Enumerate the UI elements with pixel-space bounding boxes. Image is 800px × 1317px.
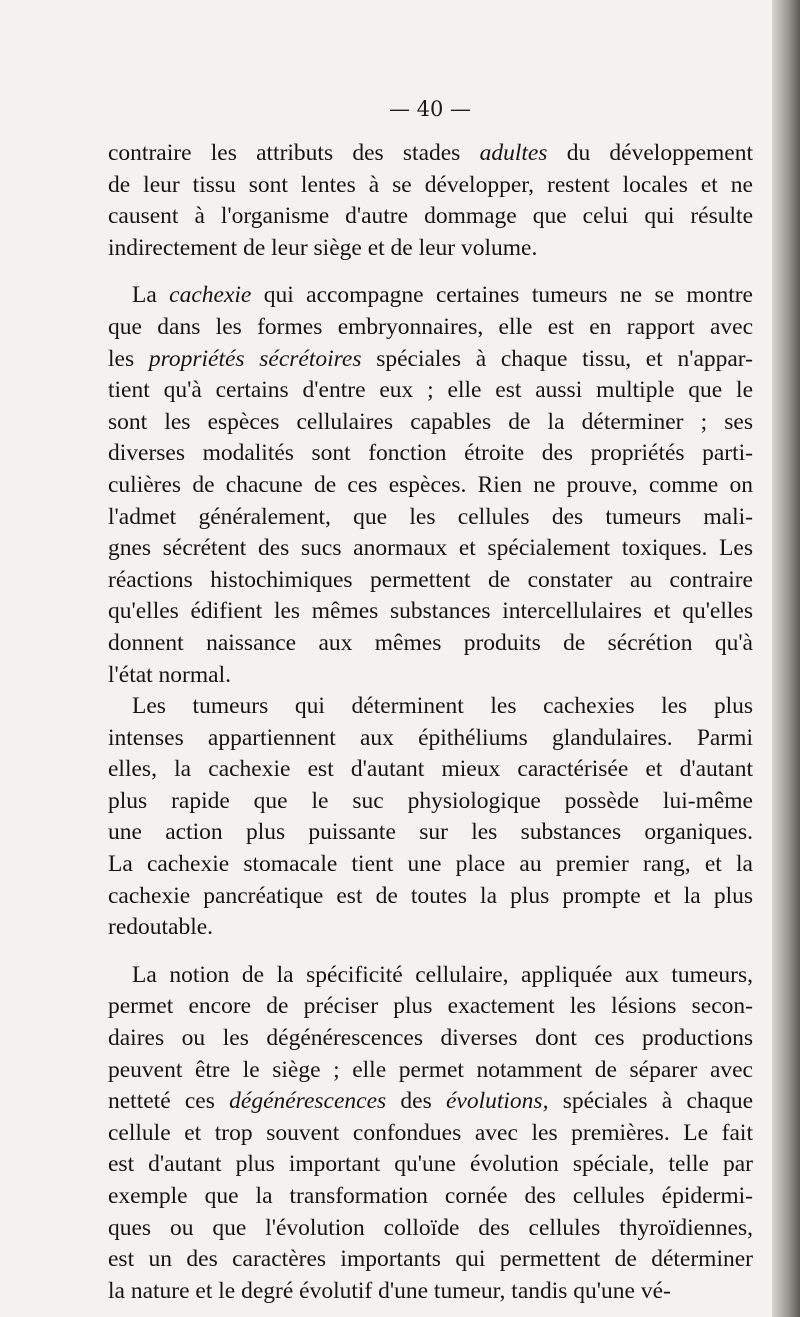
text-line [108,201,753,233]
text-line [108,991,753,1023]
paragraph [108,280,753,691]
text-line [108,628,753,660]
text-run: causent à l'organisme d'autre dommage que celui qui résulte [108,203,753,230]
text-run: permet encore de préciser plus exactement les lésions secon- [108,993,753,1020]
text-run: est un des caractères importants qui permettent de déterminer [108,1246,753,1273]
text-run: qu'elles édifient les mêmes substances intercellulaires et qu'elles [108,598,753,625]
text-line [108,723,753,755]
paragraph [108,960,753,1308]
text-run: cellule et trop souvent confondues avec les premières. Le fait [108,1119,753,1146]
text-run: sont les espèces cellulaires capables de la déterminer ; ses [108,408,753,435]
paragraph [108,691,753,944]
text-run: intenses appartiennent aux épithéliums glandulaires. Parmi [108,724,753,751]
text-line [108,438,753,470]
text-line [108,280,753,312]
text-run: La notion de la spécificité cellulaire, appliquée aux tumeurs, [132,961,753,988]
text-run: daires ou les dégénérescences diverses dont ces productions [108,1025,753,1052]
italic-term: cachexie [169,282,252,309]
text-line [108,312,753,344]
text-line [108,596,753,628]
text-line [108,1023,753,1055]
text-run: culières de chacune de ces espèces. Rien ne prouve, comme on [108,471,753,498]
text-run: tient qu'à certains d'entre eux ; elle est aussi multiple que le [108,377,753,404]
text-line [108,912,753,944]
text-run: du développement [547,140,753,166]
text-run: contraire les attributs des stades [108,140,480,166]
text-line [108,344,753,376]
text-line [108,1181,753,1213]
text-line [108,960,753,992]
text-run: ques ou que l'évolution colloïde des cellules thyroïdiennes, [108,1214,753,1241]
text-run: elles, la cachexie est d'autant mieux caractérisée et d'autant [108,756,753,783]
text-run: spéciales à chaque [548,1088,753,1115]
text-run: gnes sécrétent des sucs anormaux et spécialement toxiques. Les [108,535,753,562]
paragraph [108,138,753,264]
text-run: l'état normal. [108,661,231,688]
text-line [108,565,753,597]
text-line [108,533,753,565]
italic-term: évolutions, [445,1088,549,1115]
text-run: spéciales à chaque tissu, et n'appar- [361,345,753,372]
text-line [108,881,753,913]
text-run: réactions histochimiques permettent de constater au contraire [108,566,753,593]
text-run: netteté ces [108,1088,230,1115]
body-text [108,138,753,1307]
text-run: Les tumeurs qui déterminent les cachexies les plus [132,693,753,720]
text-run: qui accompagne certaines tumeurs ne se montre [251,282,753,309]
text-run: une action plus puissante sur les substances organiques. [108,819,753,846]
text-run: exemple que la transformation cornée des cellules épidermi- [108,1183,753,1209]
text-run: de leur tissu sont lentes à se développer, restent locales et ne [108,171,753,198]
binding-gutter [772,0,800,1317]
text-run: plus rapide que le suc physiologique possède lui-même [108,787,753,814]
text-run: La cachexie stomacale tient une place au premier rang, et la [108,851,753,878]
italic-term: adultes [479,140,548,166]
text-line [108,1276,753,1308]
text-run: que dans les formes embryonnaires, elle est en rapport avec [108,313,753,340]
text-run: les [108,345,149,372]
text-line [108,1244,753,1276]
text-line [108,138,753,170]
text-line [108,1055,753,1087]
text-line [108,754,753,786]
text-line [108,1118,753,1150]
text-line [108,660,753,692]
text-line [108,1149,753,1181]
italic-term: propriétés sécrétoires [148,345,362,372]
text-line [108,170,753,202]
text-line [108,502,753,534]
text-line [108,817,753,849]
text-run: redoutable. [108,914,214,941]
text-line [108,375,753,407]
text-run: des [386,1088,446,1115]
text-line [108,1213,753,1245]
text-line [108,470,753,502]
text-run: est d'autant plus important qu'une évolution spéciale, telle par [108,1151,753,1178]
page-number: — 40 — [388,97,472,121]
italic-term: dégénérescences [229,1088,387,1115]
text-line [108,233,753,265]
text-run: donnent naissance aux mêmes produits de sécrétion qu'à [108,629,753,656]
text-run: peuvent être le siège ; elle permet notamment de séparer avec [108,1056,753,1083]
text-run: La [132,282,170,309]
text-run: indirectement de leur siège et de leur volume. [108,234,538,261]
text-run: la nature et le degré évolutif d'une tumeur, tandis qu'une vé- [108,1277,671,1304]
text-line [108,849,753,881]
text-line [108,786,753,818]
text-line [108,691,753,723]
text-line [108,407,753,439]
text-run: l'admet généralement, que les cellules des tumeurs mali- [108,503,753,530]
text-run: diverses modalités sont fonction étroite des propriétés parti- [108,440,753,467]
text-run: cachexie pancréatique est de toutes la plus prompte et la plus [108,882,753,909]
text-line [108,1086,753,1118]
